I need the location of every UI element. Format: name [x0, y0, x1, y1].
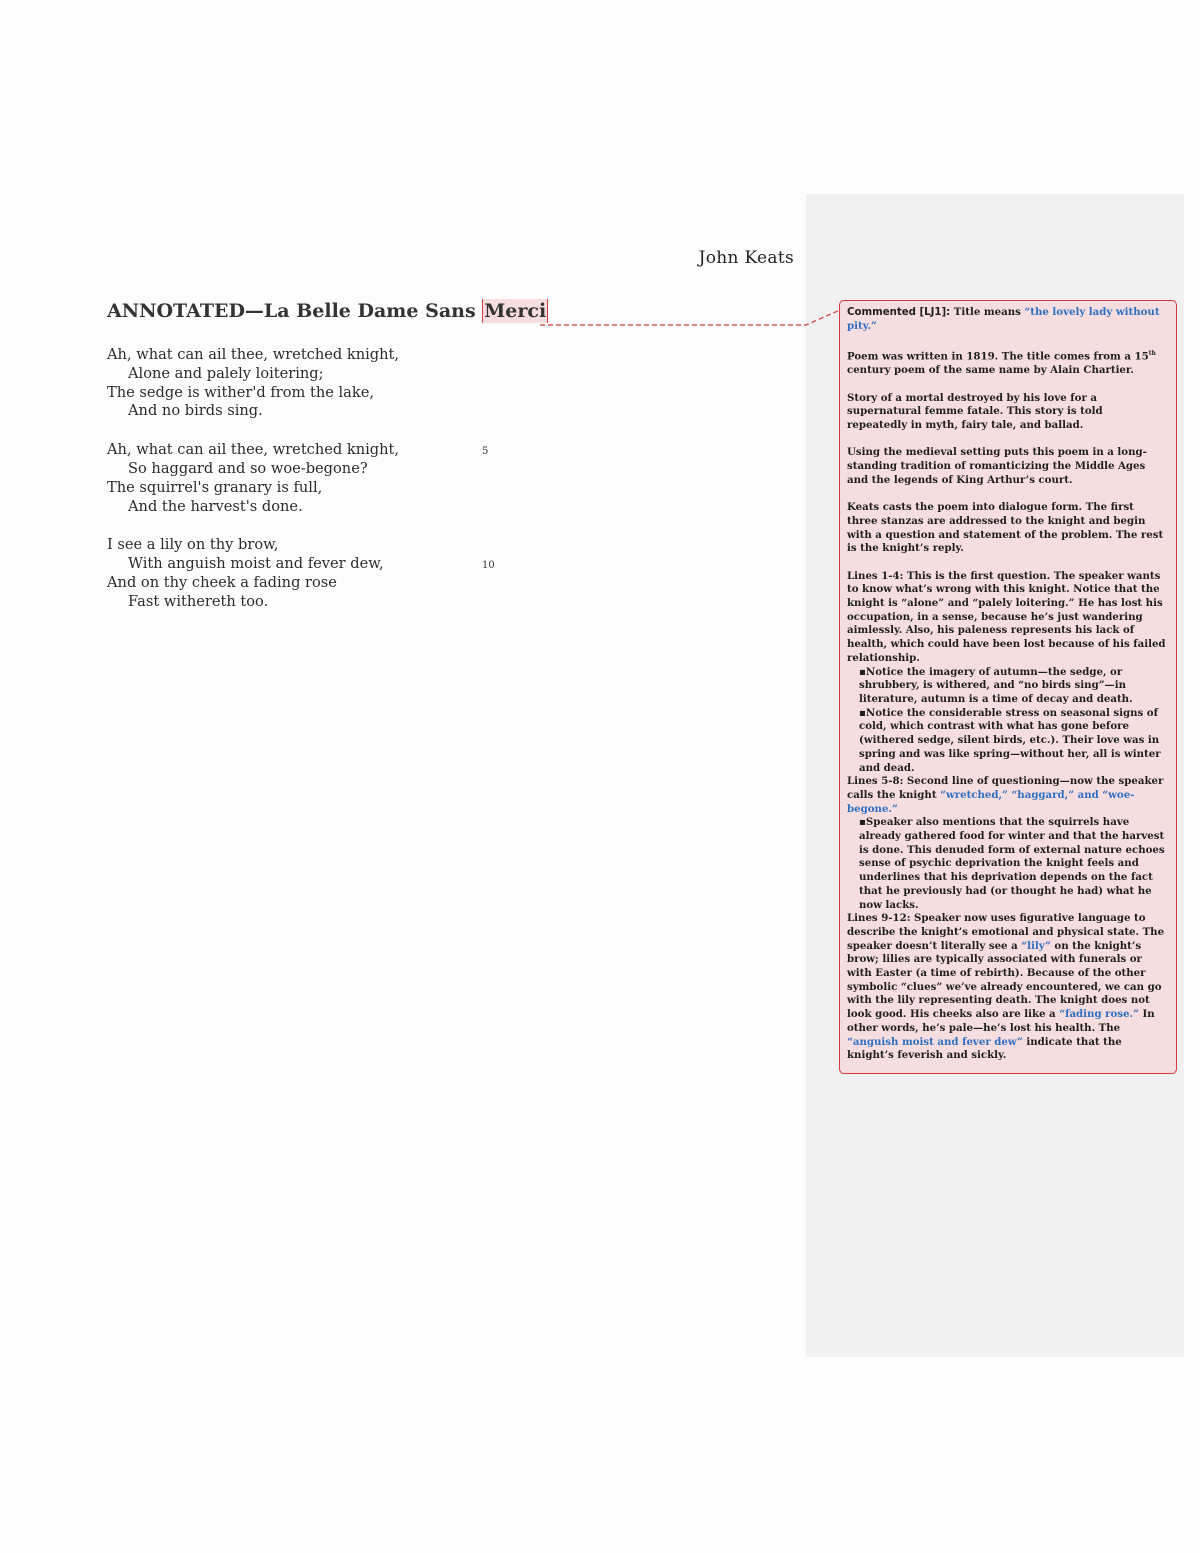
comment-paragraph: Lines 9-12: Speaker now uses figurative language to describe the knight’s emotional and physical state. The speaker doesn’t literally see a “lily” on the knight’s brow; lilies are typically associated with funerals or with Easter (a time of rebirth). Because of the other symbolic “clues” we’ve already encountered, we can go with the lily representing death. The knight does not look good. His cheeks also are like a “fading rose.” In other words, he’s pale—he’s lost his health. The “anguish moist and fever dew” indicate that the knight’s feverish and sickly. [847, 912, 1165, 1062]
comment-paragraph: Poem was written in 1819. The title comes from a 15th century poem of the same name by Alain Chartier. [847, 350, 1156, 377]
quoted-phrase: “fading rose.” [1059, 1008, 1139, 1021]
poem-line-with-number [107, 555, 507, 574]
comment-balloon[interactable] [839, 300, 1177, 1074]
poem-line: And no birds sing. [128, 402, 263, 420]
comment-bullet: ▪Notice the imagery of autumn—the sedge, or shrubbery, is withered, and “no birds sing”—in literature, autumn is a time of decay and death. [859, 665, 1133, 705]
stanza-2 [107, 441, 507, 516]
comment-paragraph: Lines 5-8: Second line of questioning—now the speaker calls the knight “wretched,” “haggard,” and “woe-begone.” [847, 775, 1164, 815]
poem-line: Ah, what can ail thee, wretched knight, [107, 346, 400, 363]
quoted-phrase: “anguish moist and fever dew” [847, 1035, 1023, 1048]
poem-line: The sedge is wither'd from the lake, [107, 383, 374, 401]
line-number: 5 [482, 446, 489, 458]
comment-paragraph: Using the medieval setting puts this poem in a long-standing tradition of romanticizing the Middle Ages and the legends of King Arthur’s court. [847, 446, 1147, 486]
comment-paragraph: Lines 1-4: This is the first question. The speaker wants to know what’s wrong with this knight. Notice that the knight is “alone” and “palely loitering.” He has lost his occupation, in a sense, because he’s just wandering aimlessly. Also, his paleness represents his lack of health, which could have been lost because of his failed relationship. [847, 569, 1166, 664]
poem-line: Alone and palely loitering; [128, 364, 324, 382]
comment-paragraph: Keats casts the poem into dialogue form. The first three stanzas are addressed to the knight and begin with a question and statement of the problem. The rest is the knight’s reply. [847, 501, 1164, 555]
poem-line: Ah, what can ail thee, wretched knight, [107, 441, 400, 459]
comment-bullet: ▪Notice the considerable stress on seasonal signs of cold, which contrast with what has gone before (withered sedge, silent birds, etc.). Their love was in spring and was like spring—without her, all is winter and dead. [859, 706, 1161, 774]
poem-body [107, 346, 507, 632]
quoted-phrase: “the lovely lady without pity.” [847, 306, 1160, 332]
poem-line: I see a lily on thy brow, [107, 536, 279, 554]
comment-label: Commented [LJ1]: [847, 307, 951, 318]
line-number: 10 [482, 560, 495, 572]
comment-title-note: Commented [LJ1]: Title means “the lovely lady without pity.” [847, 306, 1160, 332]
title-text: ANNOTATED—La Belle Dame Sans [107, 300, 483, 322]
poem-line: With anguish moist and fever dew, [128, 555, 384, 573]
stanza-1 [107, 346, 507, 421]
comment-anchor-highlight[interactable]: Merci [484, 300, 547, 322]
quoted-phrase: “wretched,” “haggard,” and “woe-begone.” [847, 788, 1135, 815]
comment-paragraph: Story of a mortal destroyed by his love for a supernatural femme fatale. This story is told repeatedly in myth, fairy tale, and ballad. [847, 391, 1103, 431]
poem-line: So haggard and so woe-begone? [128, 459, 368, 477]
poem-line: And the harvest's done. [128, 497, 303, 515]
poem-line-with-number [107, 441, 507, 460]
page-header-author: John Keats [698, 248, 794, 268]
poem-line: And on thy cheek a fading rose [107, 573, 337, 591]
comment-bullet: ▪Speaker also mentions that the squirrels have already gathered food for winter and that the harvest is done. This denuded form of external nature echoes sense of psychic deprivation the knight feels and underlines that his deprivation depends on the fact that he previously had (or thought he had) what he now lacks. [859, 816, 1165, 911]
poem-line: Fast withereth too. [128, 592, 269, 610]
stanza-3 [107, 536, 507, 611]
quoted-phrase: “lily” [1021, 939, 1051, 952]
poem-line: The squirrel's granary is full, [107, 478, 323, 496]
